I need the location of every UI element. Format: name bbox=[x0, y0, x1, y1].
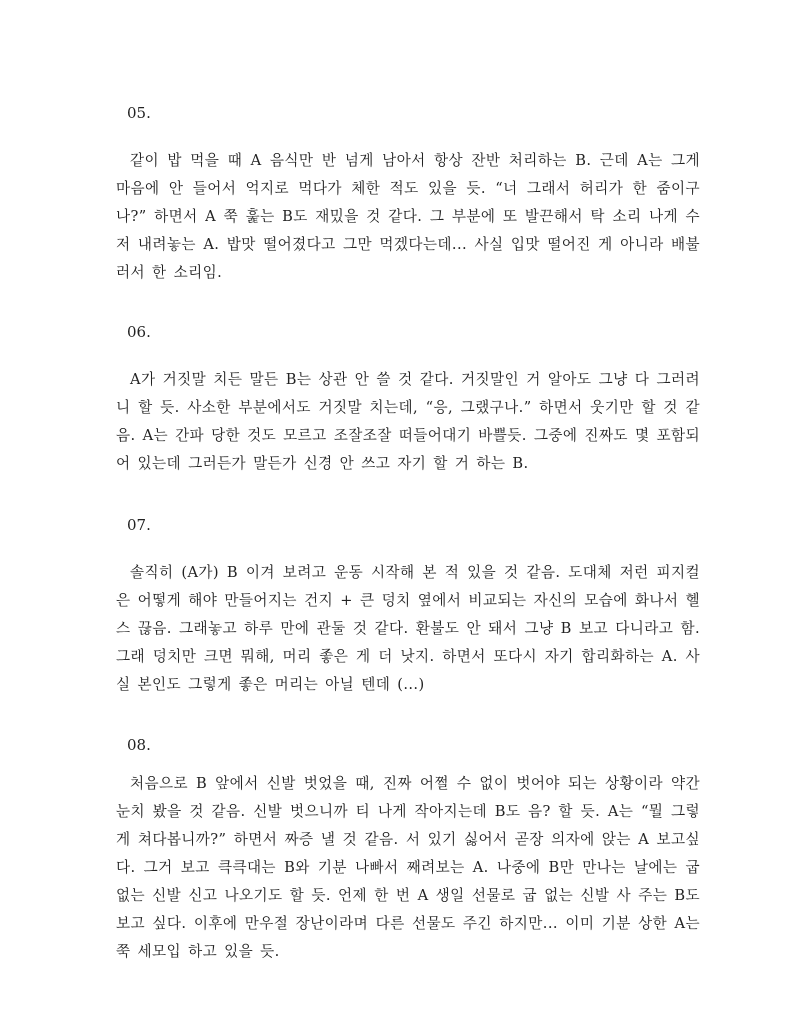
section-body: 처음으로 B 앞에서 신발 벗었을 때, 진짜 어쩔 수 없이 벗어야 되는 상황이라 약간 눈치 봤을 것 같음. 신발 벗으니까 티 나게 작아지는데 B도 음? 할 듯. A는 “뭘 그렇게 쳐다봅니까?” 하면서 짜증 낼 것 같음. 서 있기 싫어서 곧장 의자에 앉는 A 보고싶다. 그거 보고 큭큭대는 B와 기분 나빠서 째려보는 A. 나중에 B만 만나는 날에는 굽 없는 신발 신고 나오기도 할 듯. 언제 한 번 A 생일 선물로 굽 없는 신발 사 주는 B도 보고 싶다. 이후에 만우절 장난이라며 다른 선물도 주긴 하지만... 이미 기분 상한 A는 쭉 세모입 하고 있을 듯. bbox=[116, 775, 700, 960]
section-body: 같이 밥 먹을 때 A 음식만 반 넘게 남아서 항상 잔반 처리하는 B. 근데 A는 그게 마음에 안 들어서 억지로 먹다가 체한 적도 있을 듯. “너 그래서 허리가 한 줌이구나?” 하면서 A 쭉 훑는 B도 재밌을 것 같다. 그 부분에 또 발끈해서 탁 소리 나게 수저 내려놓는 A. 밥맛 떨어졌다고 그만 먹겠다는데... 사실 입맛 떨어진 게 아니라 배불러서 한 소리임. bbox=[116, 152, 700, 281]
section-body: A가 거짓말 치든 말든 B는 상관 안 쓸 것 같다. 거짓말인 거 알아도 그냥 다 그러려니 할 듯. 사소한 부분에서도 거짓말 치는데, “응, 그랬구나.” 하면서 웃기만 할 것 같음. A는 간파 당한 것도 모르고 조잘조잘 떠들어대기 바쁠듯. 그중에 진짜도 몇 포함되어 있는데 그러든가 말든가 신경 안 쓰고 자기 할 거 하는 B. bbox=[116, 371, 700, 472]
section-number: 06. bbox=[127, 323, 151, 341]
section-number: 07. bbox=[127, 516, 151, 534]
section-body: 솔직히 (A가) B 이겨 보려고 운동 시작해 본 적 있을 것 같음. 도대체 저런 피지컬은 어떻게 해야 만들어지는 건지 + 큰 덩치 옆에서 비교되는 자신의 모습에 화나서 헬스 끊음. 그래놓고 하루 만에 관둘 것 같다. 환불도 안 돼서 그냥 B 보고 다니라고 함. 그래 덩치만 크면 뭐해, 머리 좋은 게 더 낫지. 하면서 또다시 자기 합리화하는 A. 사실 본인도 그렇게 좋은 머리는 아닐 텐데 (...) bbox=[116, 564, 700, 693]
section-number: 08. bbox=[127, 736, 151, 754]
section-number: 05. bbox=[127, 104, 151, 122]
